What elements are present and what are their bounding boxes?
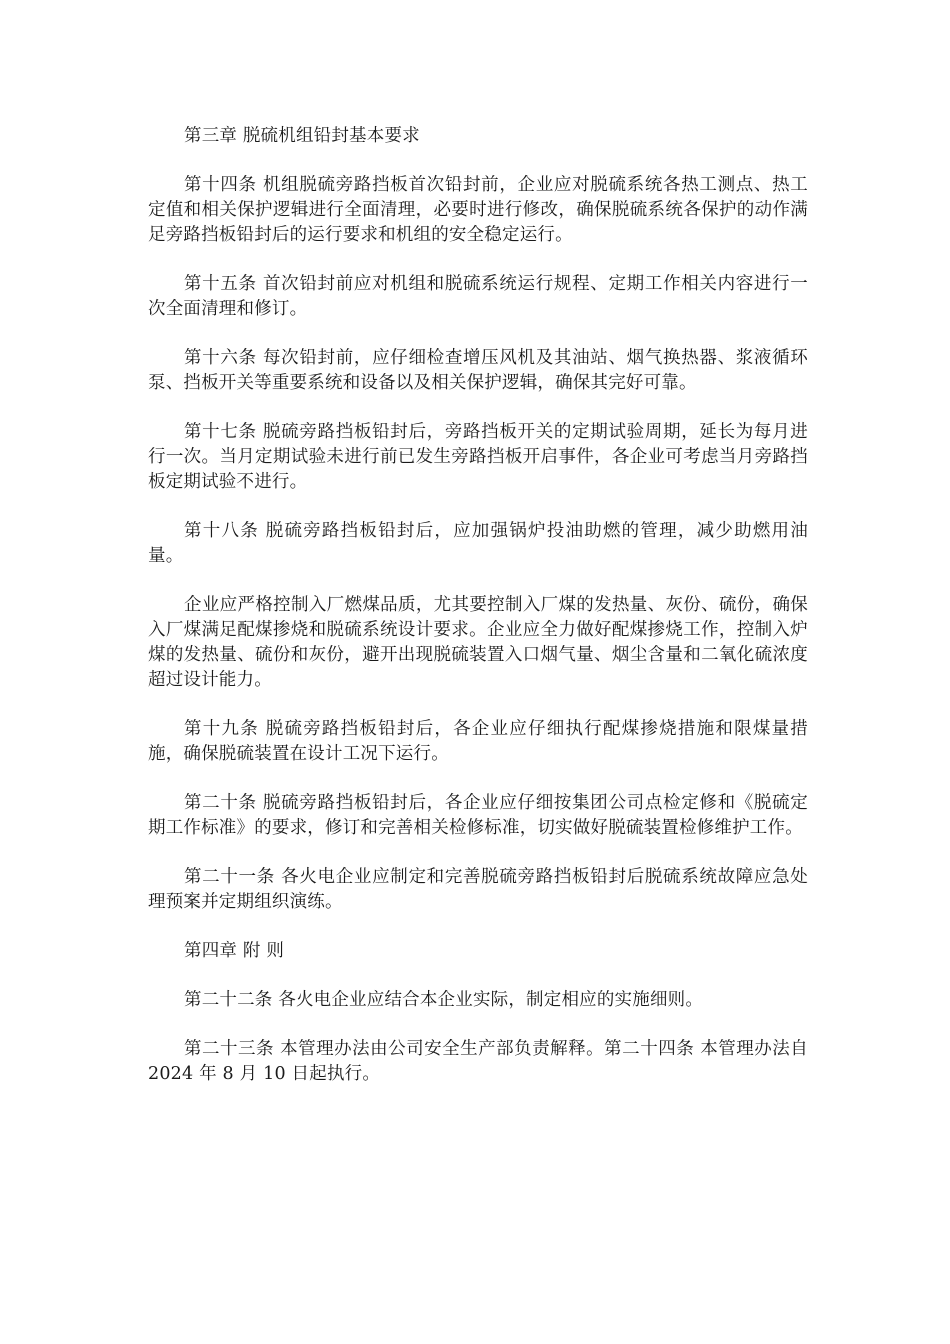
article-18-continued: 企业应严格控制入厂燃煤品质，尤其要控制入厂煤的发热量、灰份、硫份，确保入厂煤满足配煤掺烧和脱硫系统设计要求。企业应全力做好配煤掺烧工作，控制入炉煤的发热量、硫份和灰份，避开出现脱硫装置入口烟气量、烟尘含量和二氧化硫浓度超过设计能力。 <box>148 595 808 690</box>
article-21: 第二十一条 各火电企业应制定和完善脱硫旁路挡板铅封后脱硫系统故障应急处理预案并定期组织演练。 <box>148 867 808 912</box>
document-page <box>148 124 808 1111</box>
chapter-heading-4: 第四章 附 则 <box>184 941 285 961</box>
article-18: 第十八条 脱硫旁路挡板铅封后，应加强锅炉投油助燃的管理，减少助燃用油量。 <box>148 521 808 566</box>
article-14: 第十四条 机组脱硫旁路挡板首次铅封前，企业应对脱硫系统各热工测点、热工定值和相关保护逻辑进行全面清理，必要时进行修改，确保脱硫系统各保护的动作满足旁路挡板铅封后的运行要求和机组的安全稳定运行。 <box>148 175 808 245</box>
article-17: 第十七条 脱硫旁路挡板铅封后，旁路挡板开关的定期试验周期，延长为每月进行一次。当月定期试验未进行前已发生旁路挡板开启事件，各企业可考虑当月旁路挡板定期试验不进行。 <box>148 422 808 492</box>
chapter-heading-3: 第三章 脱硫机组铅封基本要求 <box>184 126 420 146</box>
article-15: 第十五条 首次铅封前应对机组和脱硫系统运行规程、定期工作相关内容进行一次全面清理和修订。 <box>148 274 808 319</box>
article-19: 第十九条 脱硫旁路挡板铅封后，各企业应仔细执行配煤掺烧措施和限煤量措施，确保脱硫装置在设计工况下运行。 <box>148 719 808 764</box>
article-20: 第二十条 脱硫旁路挡板铅封后，各企业应仔细按集团公司点检定修和《脱硫定期工作标准》的要求，修订和完善相关检修标准，切实做好脱硫装置检修维护工作。 <box>148 793 808 838</box>
article-22: 第二十二条 各火电企业应结合本企业实际，制定相应的实施细则。 <box>184 990 704 1010</box>
article-23-24: 第二十三条 本管理办法由公司安全生产部负责解释。第二十四条 本管理办法自 2024 年 8 月 10 日起执行。 <box>148 1039 808 1084</box>
article-16: 第十六条 每次铅封前，应仔细检查增压风机及其油站、烟气换热器、浆液循环泵、挡板开关等重要系统和设备以及相关保护逻辑，确保其完好可靠。 <box>148 348 808 393</box>
